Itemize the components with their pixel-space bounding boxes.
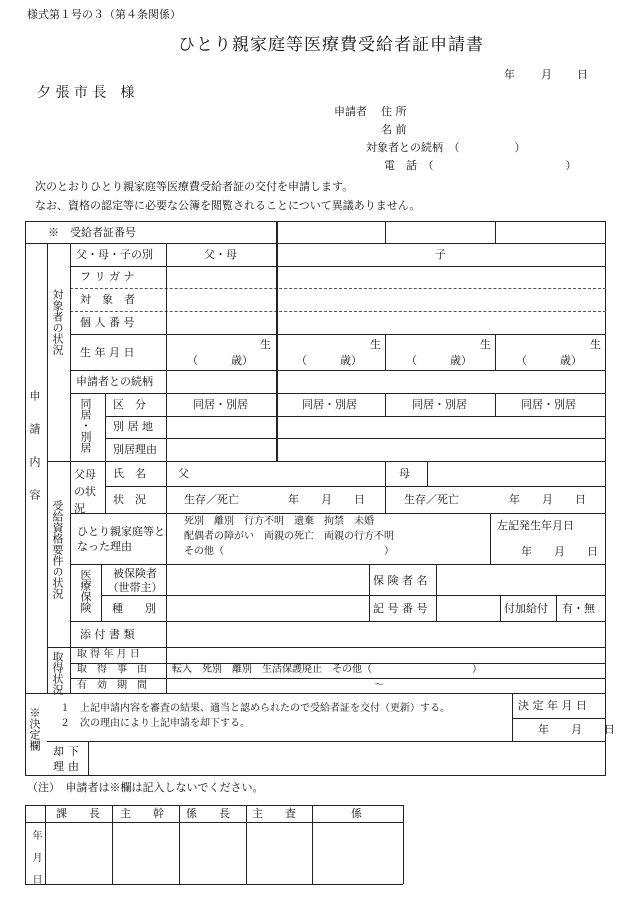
form-code: 様式第１号の３（第４条関係） <box>27 8 181 21</box>
mother-date: 年 月 日 <box>509 493 586 506</box>
birth-age-1: （ 歳） <box>187 354 253 367</box>
date-month-label: 月 <box>541 68 552 81</box>
row-reason-label: ひとり親家庭等となった理由 <box>77 525 165 553</box>
approval-col-3: 係 長 <box>186 807 230 820</box>
section-lost-label: 取得状況 <box>51 651 64 695</box>
cert-number-label: ※ 受給者証番号 <box>48 226 136 239</box>
decision-date-label: 決 定 年 月 日 <box>518 699 587 712</box>
parent-status-label: 父母の状況 <box>74 468 96 515</box>
row-separate-reason-label: 別居理由 <box>113 443 157 456</box>
birth-age-3: （ 歳） <box>406 354 472 367</box>
val-mother: 母 <box>399 467 410 480</box>
approval-date-label: 年月日 <box>30 830 41 896</box>
section-cohab-label: 同居・別居 <box>79 398 92 453</box>
applicant-address-label: 住 所 <box>381 105 407 118</box>
row-extra-benefit-label: 付加給付 <box>504 602 548 615</box>
row-relation-label: 申請者との続柄 <box>76 375 153 388</box>
row-name-label: 氏 名 <box>113 467 146 480</box>
intro-line-2: なお、資格の認定等に必要な公簿を閲覧されることについて異議ありません。 <box>35 199 421 212</box>
row-insurer-label: 保 険 者 名 <box>373 574 428 587</box>
val-cohab-2: 同居・別居 <box>302 398 357 411</box>
row-acq-reason-label: 取 得 事 由 <box>77 664 147 675</box>
birth-age-4: （ 歳） <box>516 354 582 367</box>
birth-age-2: （ 歳） <box>296 354 362 367</box>
medical-insurance-label: 医療保険 <box>79 569 92 613</box>
val-cohab-3: 同居・別居 <box>412 398 467 411</box>
row-category-label: 区 分 <box>113 398 146 411</box>
row-symbol-label: 記 号 番 号 <box>373 602 428 615</box>
approval-col-2: 主 幹 <box>120 807 164 820</box>
decision-line-2: ２ 次の理由により上記申請を却下する。 <box>60 718 250 729</box>
row-attachment-label: 添 付 書 類 <box>80 628 135 641</box>
val-parent: 父・母 <box>204 248 237 261</box>
decision-date: 年 月 日 <box>538 723 615 736</box>
page-title: ひとり親家庭等医療費受給者証申請書 <box>178 35 484 55</box>
occurred-date-label: 左記発生年月日 <box>497 519 574 532</box>
applicant-label: 申請者 <box>334 105 367 118</box>
row-valid-label: 有 効 期 間 <box>77 680 147 691</box>
val-child: 子 <box>435 248 446 261</box>
birth-sei-2: 生 <box>370 338 381 351</box>
birth-sei-4: 生 <box>590 338 601 351</box>
row-kind-label: 父・母・子の別 <box>76 248 153 261</box>
val-alive-dead-mother: 生存／死亡 <box>404 493 459 506</box>
val-acq-reason: 転入 死別 離別 生活保護廃止 その他（ ） <box>172 664 482 675</box>
row-insured-label: 被保険者（世帯主） <box>107 567 163 594</box>
approval-col-5: 係 <box>351 807 362 820</box>
addressee: 夕 張 市 長 様 <box>37 85 135 101</box>
section-eligibility-label: 受給資格要件の状況 <box>51 500 64 599</box>
row-acq-date-label: 取 得 年 月 日 <box>77 649 140 660</box>
date-day-label: 日 <box>577 68 588 81</box>
row-separate-addr-label: 別 居 地 <box>113 420 153 433</box>
row-birth-label: 生 年 月 日 <box>80 346 135 359</box>
val-cohab-1: 同居・別居 <box>193 398 248 411</box>
val-tilde: ～ <box>374 680 384 691</box>
reason-line-2: 配偶者の障がい 両親の死亡 両親の行方不明 <box>184 531 394 542</box>
val-father: 父 <box>178 467 189 480</box>
approval-col-1: 課 長 <box>56 807 100 820</box>
section-decision-label: ※決定欄 <box>28 707 41 751</box>
val-yes-no: 有・無 <box>562 602 595 615</box>
row-situation-label: 状 況 <box>113 493 146 506</box>
applicant-name-label: 名 前 <box>381 123 407 136</box>
birth-sei-3: 生 <box>480 338 491 351</box>
approval-col-4: 主 査 <box>252 807 296 820</box>
rejection-reason-label: 却下理由 <box>53 745 83 773</box>
date-year-label: 年 <box>504 68 515 81</box>
reason-line-3: その他（ ） <box>184 546 394 557</box>
applicant-relation-label: 対象者との続柄 （ ） <box>366 141 526 154</box>
row-target-label: 対 象 者 <box>80 293 135 306</box>
section-apply-label: 申請内容 <box>28 390 41 522</box>
row-furigana-label: フ リ ガ ナ <box>80 270 135 283</box>
father-date: 年 月 日 <box>288 493 365 506</box>
val-alive-dead-father: 生存／死亡 <box>184 493 239 506</box>
occurred-date: 年 月 日 <box>521 545 598 558</box>
row-type-label: 種 別 <box>112 602 156 615</box>
row-personal-no-label: 個 人 番 号 <box>80 316 135 329</box>
val-cohab-4: 同居・別居 <box>521 398 576 411</box>
birth-sei-1: 生 <box>260 338 271 351</box>
reason-line-1: 死別 離別 行方不明 遺棄 拘禁 未婚 <box>184 516 374 527</box>
note: （注） 申請者は※欄は記入しないでください。 <box>27 781 264 794</box>
section-target-label: 対象者の状況 <box>51 289 64 355</box>
applicant-phone-label: 電 話 （ ） <box>384 159 577 172</box>
decision-line-1: １ 上記申請内容を審査の結果、適当と認められたので受給者証を交付（更新）する。 <box>60 703 450 714</box>
intro-line-1: 次のとおりひとり親家庭等医療費受給者証の交付を申請します。 <box>35 180 354 193</box>
